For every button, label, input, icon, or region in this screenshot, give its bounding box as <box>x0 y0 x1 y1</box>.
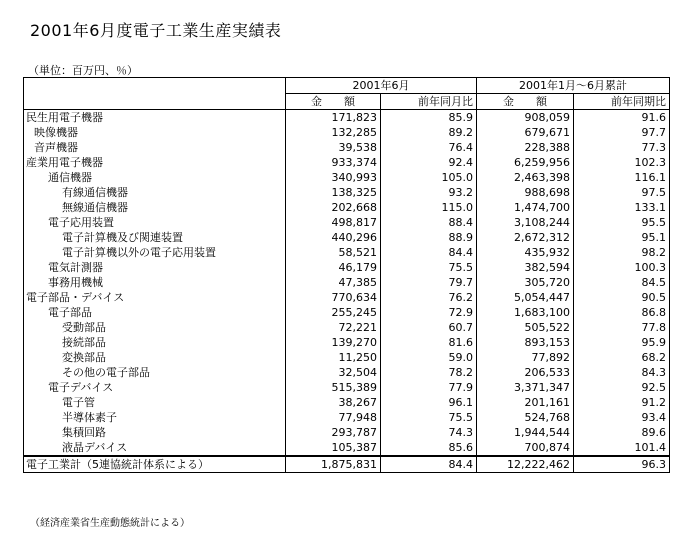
table-row <box>24 410 670 425</box>
row-yoy: 81.6 <box>381 335 477 350</box>
table-body <box>24 110 670 457</box>
row-label: 電子部品・デバイス <box>24 290 286 305</box>
row-label: その他の電子部品 <box>24 365 286 380</box>
row-label: 無線通信機器 <box>24 200 286 215</box>
row-amount: 440,296 <box>286 230 381 245</box>
table-row <box>24 365 670 380</box>
header-amount-cumulative: 金 額 <box>477 94 574 110</box>
row-amount: 138,325 <box>286 185 381 200</box>
row-amount: 171,823 <box>286 110 381 126</box>
row-cumulative: 201,161 <box>477 395 574 410</box>
row-cumulative: 524,768 <box>477 410 574 425</box>
table-row <box>24 155 670 170</box>
row-cumulative: 679,671 <box>477 125 574 140</box>
row-yoy: 60.7 <box>381 320 477 335</box>
row-cumulative-yoy: 102.3 <box>574 155 670 170</box>
row-cumulative-yoy: 92.5 <box>574 380 670 395</box>
row-amount: 72,221 <box>286 320 381 335</box>
row-label: 集積回路 <box>24 425 286 440</box>
row-label: 電子計算機以外の電子応用装置 <box>24 245 286 260</box>
row-amount: 515,389 <box>286 380 381 395</box>
row-yoy: 59.0 <box>381 350 477 365</box>
row-label: 音声機器 <box>24 140 286 155</box>
table-row <box>24 230 670 245</box>
row-cumulative-yoy: 97.7 <box>574 125 670 140</box>
row-yoy: 88.4 <box>381 215 477 230</box>
row-yoy: 79.7 <box>381 275 477 290</box>
table-row <box>24 245 670 260</box>
row-label: 電子応用装置 <box>24 215 286 230</box>
table-row <box>24 380 670 395</box>
header-group-cumulative: 2001年1月～6月累計 <box>477 78 670 94</box>
source-note: （経済産業省生産動態統計による） <box>30 518 190 529</box>
row-cumulative: 700,874 <box>477 440 574 456</box>
row-cumulative-yoy: 77.8 <box>574 320 670 335</box>
row-cumulative-yoy: 84.3 <box>574 365 670 380</box>
row-amount: 255,245 <box>286 305 381 320</box>
table-row <box>24 140 670 155</box>
row-amount: 293,787 <box>286 425 381 440</box>
row-cumulative-yoy: 101.4 <box>574 440 670 456</box>
row-cumulative: 228,388 <box>477 140 574 155</box>
row-amount: 202,668 <box>286 200 381 215</box>
table-row <box>24 185 670 200</box>
table-row <box>24 440 670 456</box>
header-blank-2 <box>24 94 286 110</box>
row-yoy: 85.6 <box>381 440 477 456</box>
row-amount: 132,285 <box>286 125 381 140</box>
row-cumulative-yoy: 97.5 <box>574 185 670 200</box>
row-cumulative-yoy: 98.2 <box>574 245 670 260</box>
total-cumulative-yoy: 96.3 <box>574 456 670 473</box>
row-cumulative-yoy: 89.6 <box>574 425 670 440</box>
row-cumulative: 1,474,700 <box>477 200 574 215</box>
row-amount: 770,634 <box>286 290 381 305</box>
row-amount: 32,504 <box>286 365 381 380</box>
row-yoy: 75.5 <box>381 260 477 275</box>
row-yoy: 85.9 <box>381 110 477 126</box>
table-row <box>24 305 670 320</box>
table-row <box>24 275 670 290</box>
row-amount: 77,948 <box>286 410 381 425</box>
row-label: 民生用電子機器 <box>24 110 286 126</box>
row-amount: 38,267 <box>286 395 381 410</box>
row-cumulative-yoy: 93.4 <box>574 410 670 425</box>
header-blank <box>24 78 286 94</box>
row-amount: 933,374 <box>286 155 381 170</box>
header-yoy-month: 前年同月比 <box>381 94 477 110</box>
row-label: 電子部品 <box>24 305 286 320</box>
row-amount: 39,538 <box>286 140 381 155</box>
total-row <box>24 456 670 473</box>
row-cumulative: 305,720 <box>477 275 574 290</box>
row-cumulative-yoy: 95.1 <box>574 230 670 245</box>
row-amount: 139,270 <box>286 335 381 350</box>
row-yoy: 93.2 <box>381 185 477 200</box>
row-yoy: 72.9 <box>381 305 477 320</box>
row-yoy: 76.2 <box>381 290 477 305</box>
row-cumulative-yoy: 95.9 <box>574 335 670 350</box>
table-row <box>24 350 670 365</box>
row-yoy: 96.1 <box>381 395 477 410</box>
row-label: 電気計測器 <box>24 260 286 275</box>
table-row <box>24 320 670 335</box>
row-cumulative: 908,059 <box>477 110 574 126</box>
row-cumulative: 893,153 <box>477 335 574 350</box>
row-cumulative-yoy: 133.1 <box>574 200 670 215</box>
row-cumulative: 206,533 <box>477 365 574 380</box>
row-label: 産業用電子機器 <box>24 155 286 170</box>
table-row <box>24 335 670 350</box>
row-amount: 47,385 <box>286 275 381 290</box>
row-yoy: 105.0 <box>381 170 477 185</box>
row-cumulative: 6,259,956 <box>477 155 574 170</box>
row-cumulative: 77,892 <box>477 350 574 365</box>
row-label: 電子計算機及び関連装置 <box>24 230 286 245</box>
row-cumulative: 382,594 <box>477 260 574 275</box>
total-yoy: 84.4 <box>381 456 477 473</box>
row-cumulative-yoy: 77.3 <box>574 140 670 155</box>
row-amount: 58,521 <box>286 245 381 260</box>
total-label: 電子工業計（5連協統計体系による） <box>24 456 286 473</box>
row-cumulative: 3,371,347 <box>477 380 574 395</box>
row-cumulative: 2,672,312 <box>477 230 574 245</box>
row-amount: 46,179 <box>286 260 381 275</box>
row-yoy: 84.4 <box>381 245 477 260</box>
table-row <box>24 200 670 215</box>
row-cumulative: 988,698 <box>477 185 574 200</box>
row-yoy: 75.5 <box>381 410 477 425</box>
header-yoy-period: 前年同期比 <box>574 94 670 110</box>
row-label: 液晶デバイス <box>24 440 286 456</box>
row-amount: 105,387 <box>286 440 381 456</box>
row-cumulative-yoy: 100.3 <box>574 260 670 275</box>
row-cumulative: 1,944,544 <box>477 425 574 440</box>
row-cumulative-yoy: 116.1 <box>574 170 670 185</box>
row-cumulative: 5,054,447 <box>477 290 574 305</box>
table-row <box>24 215 670 230</box>
production-table <box>23 77 670 473</box>
row-label: 事務用機械 <box>24 275 286 290</box>
row-label: 通信機器 <box>24 170 286 185</box>
row-amount: 340,993 <box>286 170 381 185</box>
row-cumulative-yoy: 68.2 <box>574 350 670 365</box>
row-amount: 498,817 <box>286 215 381 230</box>
row-yoy: 92.4 <box>381 155 477 170</box>
total-amount: 1,875,831 <box>286 456 381 473</box>
row-yoy: 115.0 <box>381 200 477 215</box>
table-row <box>24 425 670 440</box>
row-cumulative: 2,463,398 <box>477 170 574 185</box>
table-row <box>24 125 670 140</box>
row-cumulative-yoy: 95.5 <box>574 215 670 230</box>
table-row <box>24 170 670 185</box>
page-title: 2001年6月度電子工業生産実績表 <box>30 21 282 40</box>
row-yoy: 88.9 <box>381 230 477 245</box>
row-cumulative-yoy: 86.8 <box>574 305 670 320</box>
row-label: 電子デバイス <box>24 380 286 395</box>
header-amount-month: 金 額 <box>286 94 381 110</box>
header-group-month: 2001年6月 <box>286 78 477 94</box>
row-label: 受動部品 <box>24 320 286 335</box>
row-label: 半導体素子 <box>24 410 286 425</box>
row-yoy: 74.3 <box>381 425 477 440</box>
row-amount: 11,250 <box>286 350 381 365</box>
row-yoy: 76.4 <box>381 140 477 155</box>
row-label: 電子管 <box>24 395 286 410</box>
table-row <box>24 395 670 410</box>
row-label: 有線通信機器 <box>24 185 286 200</box>
total-cumulative: 12,222,462 <box>477 456 574 473</box>
row-label: 接続部品 <box>24 335 286 350</box>
row-yoy: 77.9 <box>381 380 477 395</box>
row-cumulative: 505,522 <box>477 320 574 335</box>
row-cumulative-yoy: 84.5 <box>574 275 670 290</box>
table-row <box>24 260 670 275</box>
table-row <box>24 110 670 126</box>
row-yoy: 89.2 <box>381 125 477 140</box>
row-cumulative-yoy: 91.6 <box>574 110 670 126</box>
row-cumulative-yoy: 91.2 <box>574 395 670 410</box>
unit-note: （単位：百万円、％） <box>28 64 138 77</box>
table-row <box>24 290 670 305</box>
row-cumulative: 3,108,244 <box>477 215 574 230</box>
row-yoy: 78.2 <box>381 365 477 380</box>
row-cumulative: 1,683,100 <box>477 305 574 320</box>
row-label: 変換部品 <box>24 350 286 365</box>
row-cumulative: 435,932 <box>477 245 574 260</box>
row-label: 映像機器 <box>24 125 286 140</box>
row-cumulative-yoy: 90.5 <box>574 290 670 305</box>
